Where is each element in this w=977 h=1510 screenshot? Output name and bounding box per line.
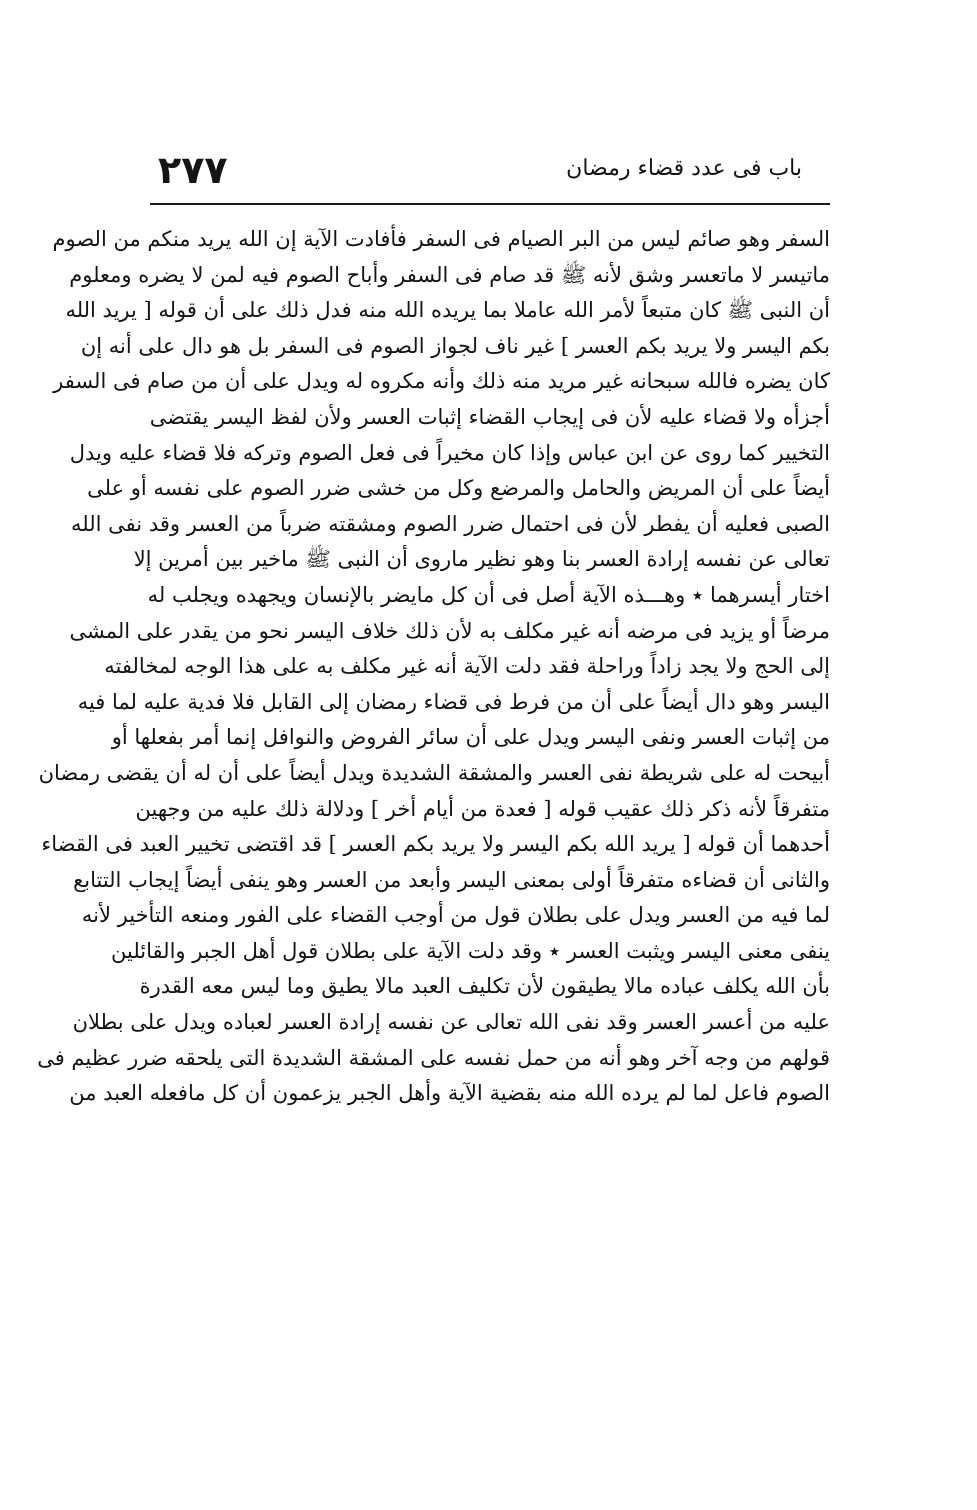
text-line: التخيير كما روى عن ابن عباس وإذا كان مخيراً فى فعل الصوم وتركه فلا قضاء عليه ويدل: [69, 440, 830, 465]
text-line: بكم اليسر ولا يريد بكم العسر ] غير ناف لجواز الصوم فى السفر بل هو دال على أنه إن: [80, 333, 830, 358]
text-line: أن النبى ﷺ كان متبعاً لأمر الله عاملا بما يريده الله منه فدل ذلك على أن قوله [ يريد الله: [65, 298, 830, 323]
text-line: متفرقاً لأنه ذكر ذلك عقيب قوله [ فعدة من أيام أخر ] ودلالة ذلك عليه من وجهين: [135, 796, 830, 821]
text-line: أحدهما أن قوله [ يريد الله بكم اليسر ولا يريد بكم العسر ] قد اقتضى تخيير العبد فى القضاء: [41, 832, 830, 857]
running-title: باب فى عدد قضاء رمضان: [566, 156, 802, 181]
body-text: [37, 222, 830, 1112]
text-line: إلى الحج ولا يجد زاداً وراحلة فقد دلت الآية أنه غير مكلف به على هذا الوجه لمخالفته: [104, 654, 830, 679]
header-divider: [150, 203, 830, 205]
page-header: [150, 146, 830, 196]
text-line: بأن الله يكلف عباده مالا يطيقون لأن تكليف العبد مالا يطيق وما ليس معه القدرة: [139, 974, 830, 999]
text-line: ينفى معنى اليسر ويثبت العسر ٭ وقد دلت الآية على بطلان قول أهل الجبر والقائلين: [111, 938, 830, 963]
text-line: والثانى أن قضاءه متفرقاً أولى بمعنى اليسر وأبعد من العسر وهو ينفى أيضاً إيجاب التتابع: [73, 867, 830, 892]
text-line: أجزأه ولا قضاء عليه لأن فى إيجاب القضاء إثبات العسر ولأن لفظ اليسر يقتضى: [149, 404, 830, 429]
text-line: قولهم من وجه آخر وهو أنه من حمل نفسه على المشقة الشديدة التى يلحقه ضرر عظيم فى: [37, 1045, 830, 1070]
text-line: الصوم فاعل لما لم يرده الله منه بقضية الآية وأهل الجبر يزعمون أن كل مافعله العبد من: [69, 1081, 830, 1106]
text-line: أبيحت له على شريطة نفى العسر والمشقة الشديدة ويدل أيضاً على أن له أن يقضى رمضان: [38, 760, 830, 785]
text-line: مرضاً أو يزيد فى مرضه أنه غير مكلف به لأن ذلك خلاف اليسر نحو من يقدر على المشى: [69, 618, 830, 643]
text-line: اليسر وهو دال أيضاً على أن من فرط فى قضاء رمضان إلى القابل فلا فدية عليه لما فيه: [77, 689, 830, 714]
text-line: اختار أيسرهما ٭ وهـــذه الآية أصل فى أن كل مايضر بالإنسان ويجهده ويجلب له: [147, 582, 830, 607]
text-line: أيضاً على أن المريض والحامل والمرضع وكل من خشى ضرر الصوم على نفسه أو على: [87, 476, 830, 501]
text-line: من إثبات العسر ونفى اليسر ويدل على أن سائر الفروض والنوافل إنما أمر بفعلها أو: [111, 725, 830, 750]
page-number: ٢٧٧: [158, 148, 228, 192]
text-line: لما فيه من العسر ويدل على بطلان قول من أوجب القضاء على الفور ومنعه التأخير لأنه: [81, 903, 830, 928]
text-line: ماتيسر لا ماتعسر وشق لأنه ﷺ قد صام فى السفر وأباح الصوم فيه لمن لا يضره ومعلوم: [69, 262, 830, 287]
text-line: السفر وهو صائم ليس من البر الصيام فى السفر فأفادت الآية إن الله يريد منكم من الصوم: [52, 227, 830, 251]
text-line: عليه من أعسر العسر وقد نفى الله تعالى عن نفسه إرادة العسر لعباده ويدل على بطلان: [72, 1010, 830, 1035]
text-line: كان يضره فالله سبحانه غير مريد منه ذلك وأنه مكروه له ويدل على أن من صام فى السفر: [53, 369, 830, 394]
text-line: تعالى عن نفسه إرادة العسر بنا وهو نظير ماروى أن النبى ﷺ ماخير بين أمرين إلا: [133, 547, 830, 572]
text-line: الصبى فعليه أن يفطر لأن فى احتمال ضرر الصوم ومشقته ضرباً من العسر وقد نفى الله: [71, 511, 830, 536]
